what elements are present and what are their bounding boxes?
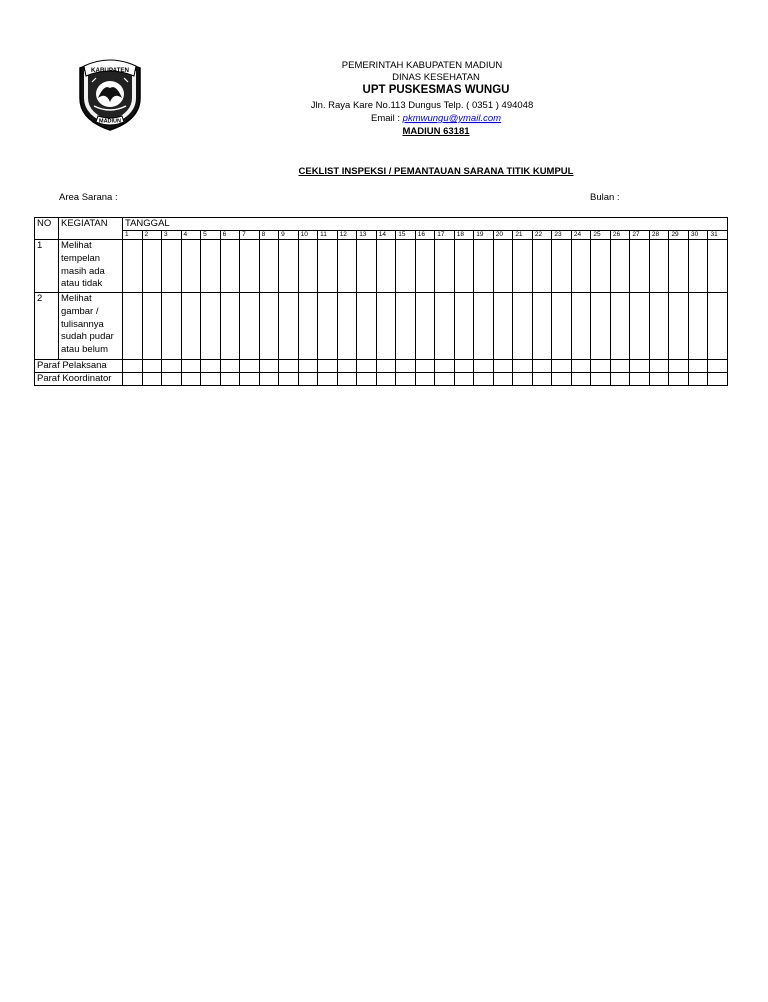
check-cell[interactable] xyxy=(162,240,182,293)
check-cell[interactable] xyxy=(708,240,728,293)
svg-text:KABUPATEN: KABUPATEN xyxy=(91,67,129,74)
check-cell[interactable] xyxy=(591,240,611,293)
day-number: 15 xyxy=(396,231,416,240)
check-cell[interactable] xyxy=(259,240,279,293)
signature-cell[interactable] xyxy=(708,360,728,373)
check-cell[interactable] xyxy=(123,293,143,360)
signature-cell[interactable] xyxy=(513,360,533,373)
check-cell[interactable] xyxy=(240,293,260,360)
check-cell[interactable] xyxy=(220,293,240,360)
row-number: 2 xyxy=(35,293,59,360)
signature-cell[interactable] xyxy=(630,360,650,373)
check-cell[interactable] xyxy=(552,293,572,360)
signature-cell[interactable] xyxy=(591,360,611,373)
signature-row xyxy=(35,360,728,373)
signature-cell[interactable] xyxy=(649,360,669,373)
check-cell[interactable] xyxy=(669,293,689,360)
day-number: 18 xyxy=(454,231,474,240)
signature-cell[interactable] xyxy=(571,360,591,373)
check-cell[interactable] xyxy=(630,293,650,360)
check-cell[interactable] xyxy=(610,240,630,293)
header-tanggal: TANGGAL xyxy=(123,218,728,231)
signature-cell[interactable] xyxy=(513,373,533,386)
signature-cell[interactable] xyxy=(357,373,377,386)
header-department: DINAS KESEHATAN xyxy=(392,72,480,83)
check-cell[interactable] xyxy=(454,293,474,360)
signature-cell[interactable] xyxy=(688,373,708,386)
day-number: 4 xyxy=(181,231,201,240)
signature-cell[interactable] xyxy=(435,360,455,373)
check-cell[interactable] xyxy=(415,293,435,360)
day-number: 16 xyxy=(415,231,435,240)
signature-cell[interactable] xyxy=(649,373,669,386)
signature-cell[interactable] xyxy=(123,373,143,386)
signature-cell[interactable] xyxy=(415,360,435,373)
signature-cell[interactable] xyxy=(259,360,279,373)
signature-cell[interactable] xyxy=(474,360,494,373)
header-address: Jln. Raya Kare No.113 Dungus Telp. ( 0351 ) 494048 xyxy=(310,100,534,111)
signature-cell[interactable] xyxy=(610,373,630,386)
check-cell[interactable] xyxy=(396,240,416,293)
day-number: 8 xyxy=(259,231,279,240)
check-cell[interactable] xyxy=(552,240,572,293)
header-institution: UPT PUSKESMAS WUNGU xyxy=(362,84,510,96)
header-kegiatan: KEGIATAN xyxy=(59,218,123,240)
day-number: 20 xyxy=(493,231,513,240)
check-cell[interactable] xyxy=(396,293,416,360)
signature-label: Paraf Koordinator xyxy=(35,373,123,386)
email-label: Email : xyxy=(370,113,403,124)
check-cell[interactable] xyxy=(298,240,318,293)
check-cell[interactable] xyxy=(708,293,728,360)
area-sarana-label: Area Sarana : xyxy=(59,192,118,203)
day-number: 13 xyxy=(357,231,377,240)
signature-cell[interactable] xyxy=(142,373,162,386)
check-cell[interactable] xyxy=(474,293,494,360)
check-cell[interactable] xyxy=(279,240,299,293)
signature-cell[interactable] xyxy=(337,360,357,373)
signature-row xyxy=(35,373,728,386)
table-row xyxy=(35,293,728,360)
day-number: 31 xyxy=(708,231,728,240)
day-number: 23 xyxy=(552,231,572,240)
check-cell[interactable] xyxy=(610,293,630,360)
signature-label: Paraf Pelaksana xyxy=(35,360,123,373)
day-number: 27 xyxy=(630,231,650,240)
signature-cell[interactable] xyxy=(630,373,650,386)
day-number: 21 xyxy=(513,231,533,240)
signature-cell[interactable] xyxy=(669,373,689,386)
header-no: NO xyxy=(35,218,59,240)
signature-cell[interactable] xyxy=(571,373,591,386)
check-cell[interactable] xyxy=(123,240,143,293)
day-numbers-row xyxy=(35,231,728,240)
signature-cell[interactable] xyxy=(142,360,162,373)
header-government: PEMERINTAH KABUPATEN MADIUN xyxy=(341,60,503,71)
signature-cell[interactable] xyxy=(259,373,279,386)
day-number: 26 xyxy=(610,231,630,240)
check-cell[interactable] xyxy=(435,293,455,360)
check-cell[interactable] xyxy=(649,293,669,360)
check-cell[interactable] xyxy=(688,293,708,360)
signature-cell[interactable] xyxy=(162,373,182,386)
check-cell[interactable] xyxy=(318,293,338,360)
day-number: 24 xyxy=(571,231,591,240)
signature-cell[interactable] xyxy=(298,360,318,373)
day-number: 25 xyxy=(591,231,611,240)
signature-cell[interactable] xyxy=(396,360,416,373)
document-title: CEKLIST INSPEKSI / PEMANTAUAN SARANA TITIK KUMPUL xyxy=(298,166,574,177)
day-number: 28 xyxy=(649,231,669,240)
row-number: 1 xyxy=(35,240,59,293)
table-header-row xyxy=(35,218,728,231)
signature-cell[interactable] xyxy=(474,373,494,386)
check-cell[interactable] xyxy=(162,293,182,360)
check-cell[interactable] xyxy=(591,293,611,360)
header-email-line xyxy=(52,113,768,124)
check-cell[interactable] xyxy=(279,293,299,360)
signature-cell[interactable] xyxy=(201,373,221,386)
signature-cell[interactable] xyxy=(376,373,396,386)
check-cell[interactable] xyxy=(142,293,162,360)
signature-cell[interactable] xyxy=(552,373,572,386)
check-cell[interactable] xyxy=(688,240,708,293)
signature-cell[interactable] xyxy=(493,360,513,373)
day-number: 17 xyxy=(435,231,455,240)
email-link[interactable]: pkmwungu@ymail.com xyxy=(402,113,502,124)
check-cell[interactable] xyxy=(376,293,396,360)
check-cell[interactable] xyxy=(454,240,474,293)
check-cell[interactable] xyxy=(630,240,650,293)
signature-cell[interactable] xyxy=(708,373,728,386)
svg-text:MADIUN: MADIUN xyxy=(99,118,121,125)
row-kegiatan: Melihat gambar / tulisannya sudah pudar atau belum xyxy=(59,293,123,360)
check-cell[interactable] xyxy=(493,293,513,360)
check-cell[interactable] xyxy=(376,240,396,293)
check-cell[interactable] xyxy=(435,240,455,293)
check-cell[interactable] xyxy=(357,293,377,360)
check-cell[interactable] xyxy=(474,240,494,293)
check-cell[interactable] xyxy=(298,293,318,360)
signature-cell[interactable] xyxy=(240,373,260,386)
signature-cell[interactable] xyxy=(337,373,357,386)
check-cell[interactable] xyxy=(337,240,357,293)
check-cell[interactable] xyxy=(357,240,377,293)
check-cell[interactable] xyxy=(240,240,260,293)
signature-cell[interactable] xyxy=(220,373,240,386)
check-cell[interactable] xyxy=(669,240,689,293)
day-number: 11 xyxy=(318,231,338,240)
check-cell[interactable] xyxy=(649,240,669,293)
signature-cell[interactable] xyxy=(396,373,416,386)
signature-cell[interactable] xyxy=(591,373,611,386)
signature-cell[interactable] xyxy=(279,360,299,373)
check-cell[interactable] xyxy=(220,240,240,293)
check-cell[interactable] xyxy=(181,293,201,360)
day-number: 22 xyxy=(532,231,552,240)
day-number: 12 xyxy=(337,231,357,240)
signature-cell[interactable] xyxy=(610,360,630,373)
signature-cell[interactable] xyxy=(669,360,689,373)
day-number: 9 xyxy=(279,231,299,240)
checklist-table xyxy=(34,217,728,386)
signature-cell[interactable] xyxy=(123,360,143,373)
signature-cell[interactable] xyxy=(435,373,455,386)
signature-cell[interactable] xyxy=(688,360,708,373)
check-cell[interactable] xyxy=(493,240,513,293)
check-cell[interactable] xyxy=(415,240,435,293)
day-number: 7 xyxy=(240,231,260,240)
signature-cell[interactable] xyxy=(552,360,572,373)
check-cell[interactable] xyxy=(259,293,279,360)
check-cell[interactable] xyxy=(337,293,357,360)
row-kegiatan: Melihat tempelan masih ada atau tidak xyxy=(59,240,123,293)
signature-cell[interactable] xyxy=(454,360,474,373)
check-cell[interactable] xyxy=(513,293,533,360)
signature-cell[interactable] xyxy=(415,373,435,386)
check-cell[interactable] xyxy=(318,240,338,293)
signature-cell[interactable] xyxy=(532,360,552,373)
signature-cell[interactable] xyxy=(201,360,221,373)
day-number: 6 xyxy=(220,231,240,240)
signature-cell[interactable] xyxy=(357,360,377,373)
check-cell[interactable] xyxy=(571,293,591,360)
bulan-label: Bulan : xyxy=(590,192,620,203)
signature-cell[interactable] xyxy=(279,373,299,386)
day-number: 2 xyxy=(142,231,162,240)
day-number: 1 xyxy=(123,231,143,240)
signature-cell[interactable] xyxy=(162,360,182,373)
signature-cell[interactable] xyxy=(454,373,474,386)
check-cell[interactable] xyxy=(571,240,591,293)
signature-cell[interactable] xyxy=(318,360,338,373)
check-cell[interactable] xyxy=(201,240,221,293)
day-number: 14 xyxy=(376,231,396,240)
day-number: 30 xyxy=(688,231,708,240)
table-row xyxy=(35,240,728,293)
day-number: 5 xyxy=(201,231,221,240)
day-number: 19 xyxy=(474,231,494,240)
signature-cell[interactable] xyxy=(240,360,260,373)
day-number: 10 xyxy=(298,231,318,240)
check-cell[interactable] xyxy=(532,240,552,293)
check-cell[interactable] xyxy=(142,240,162,293)
check-cell[interactable] xyxy=(181,240,201,293)
day-number: 29 xyxy=(669,231,689,240)
day-number: 3 xyxy=(162,231,182,240)
signature-cell[interactable] xyxy=(298,373,318,386)
signature-cell[interactable] xyxy=(318,373,338,386)
signature-cell[interactable] xyxy=(376,360,396,373)
header-city: MADIUN 63181 xyxy=(402,126,470,137)
signature-cell[interactable] xyxy=(181,360,201,373)
check-cell[interactable] xyxy=(201,293,221,360)
signature-cell[interactable] xyxy=(493,373,513,386)
signature-cell[interactable] xyxy=(181,373,201,386)
signature-cell[interactable] xyxy=(220,360,240,373)
signature-cell[interactable] xyxy=(532,373,552,386)
check-cell[interactable] xyxy=(532,293,552,360)
check-cell[interactable] xyxy=(513,240,533,293)
